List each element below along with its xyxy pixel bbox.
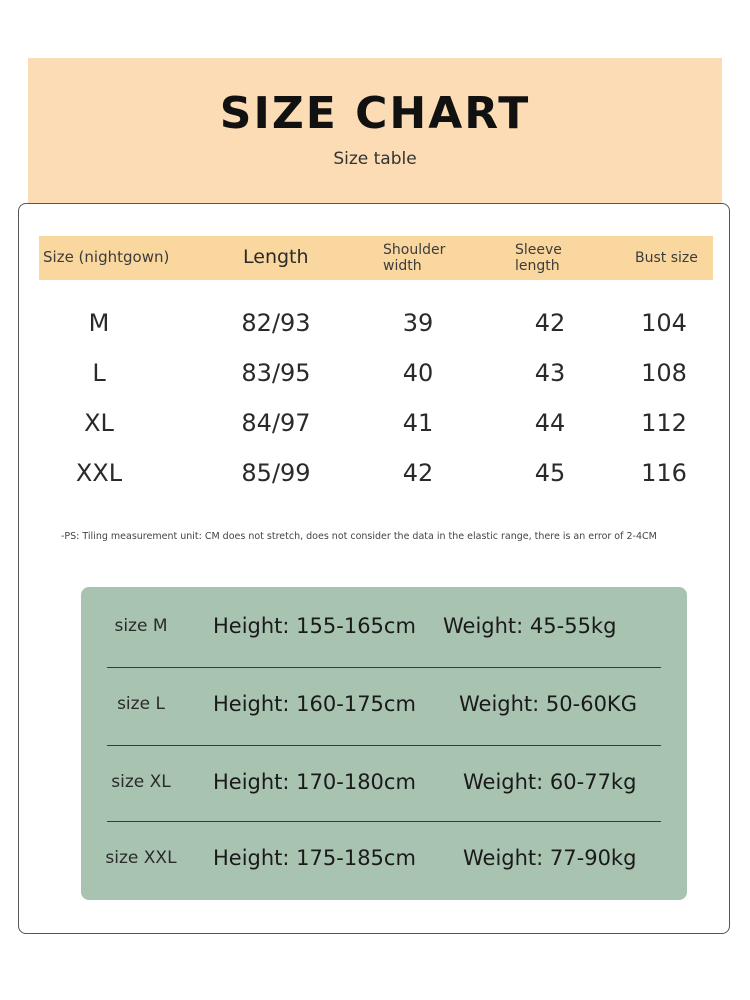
measurement-note: -PS: Tiling measurement unit: CM does not stretch, does not consider the data in the elastic range, there is an error of 2-4CM [61, 531, 657, 542]
cell-bust-size: 104 [641, 309, 687, 337]
recommendation-weight: Weight: 60-77kg [463, 769, 637, 794]
cell-shoulder-width: 40 [402, 359, 434, 387]
cell-size: L [92, 359, 106, 387]
recommendation-row [81, 665, 687, 742]
cell-shoulder-width: 39 [402, 309, 434, 337]
cell-size: XL [84, 409, 114, 437]
cell-shoulder-width: 41 [402, 409, 434, 437]
cell-shoulder-width: 42 [402, 459, 434, 487]
column-header-shoulder-width: Shoulder width [383, 241, 446, 274]
recommendation-row [81, 587, 687, 664]
page-subtitle: Size table [333, 149, 417, 169]
cell-sleeve-length: 45 [534, 459, 566, 487]
recommendation-row [81, 819, 687, 896]
header-band [28, 58, 722, 208]
table-body [39, 300, 713, 500]
recommendation-height: Height: 175-185cm [213, 845, 416, 870]
page-title: SIZE CHART [219, 88, 531, 139]
cell-size: M [88, 309, 110, 337]
recommendation-weight: Weight: 77-90kg [463, 845, 637, 870]
cell-bust-size: 112 [641, 409, 687, 437]
size-card [18, 203, 730, 934]
column-header-size: Size (nightgown) [43, 248, 170, 267]
cell-bust-size: 116 [641, 459, 687, 487]
cell-bust-size: 108 [641, 359, 687, 387]
recommendation-row [81, 743, 687, 820]
column-header-bust-size: Bust size [635, 249, 698, 266]
table-row [39, 300, 713, 350]
table-row [39, 400, 713, 450]
column-header-sleeve-length: Sleeve length [515, 241, 562, 274]
size-recommendation-box [81, 587, 687, 900]
recommendation-size: size M [114, 615, 168, 636]
recommendation-height: Height: 155-165cm [213, 613, 416, 638]
recommendation-size: size XL [111, 771, 171, 792]
cell-length: 85/99 [241, 459, 311, 487]
cell-length: 83/95 [241, 359, 311, 387]
cell-sleeve-length: 42 [534, 309, 566, 337]
cell-size: XXL [75, 459, 123, 487]
recommendation-size: size L [117, 693, 165, 714]
recommendation-height: Height: 160-175cm [213, 691, 416, 716]
cell-length: 82/93 [241, 309, 311, 337]
table-row [39, 450, 713, 500]
cell-length: 84/97 [241, 409, 311, 437]
table-header [39, 236, 713, 280]
recommendation-height: Height: 170-180cm [213, 769, 416, 794]
column-header-length: Length [243, 246, 309, 269]
table-row [39, 350, 713, 400]
cell-sleeve-length: 44 [534, 409, 566, 437]
cell-sleeve-length: 43 [534, 359, 566, 387]
recommendation-weight: Weight: 50-60KG [459, 691, 637, 716]
recommendation-weight: Weight: 45-55kg [443, 613, 617, 638]
recommendation-size: size XXL [105, 847, 177, 868]
